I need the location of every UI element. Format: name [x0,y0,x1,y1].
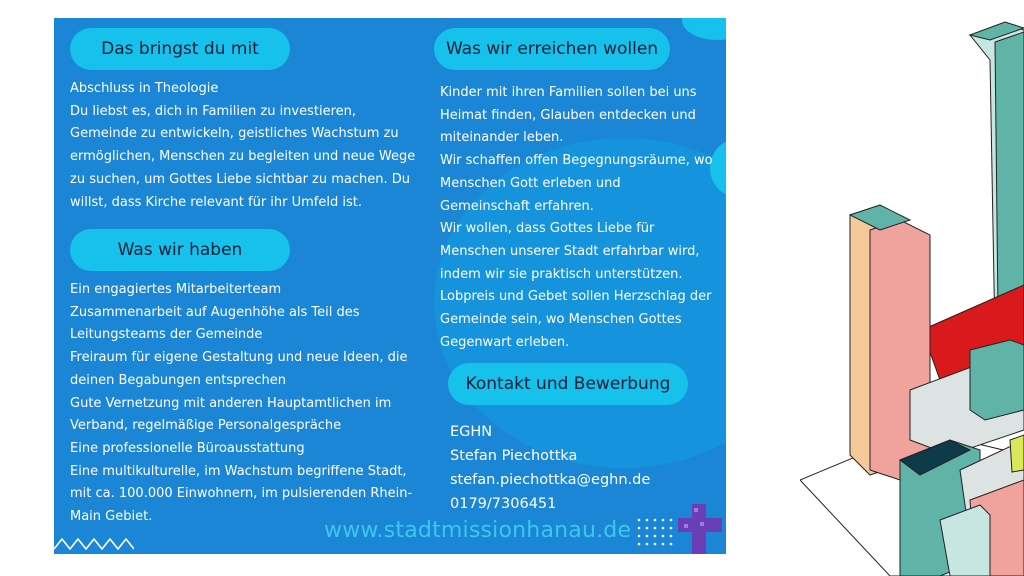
heading-kontakt-und-bewerbung: Kontakt und Bewerbung [448,363,688,405]
cross-logo-icon [678,504,722,554]
text-line: Du liebst es, dich in Familien zu investieren, [70,103,357,119]
text-line: Abschluss in Theologie [70,81,219,96]
contact-name: Stefan Piechottka [450,448,578,464]
text-line: Menschen unserer Stadt erfahrbar wird, [440,243,700,259]
text-line: Gemeinschaft erfahren. [440,198,594,214]
text-line: Main Gebiet. [70,509,153,525]
text-line: Menschen Gott erleben und [440,175,621,191]
website-link[interactable]: www.stadtmissionhanau.de [324,518,632,543]
isometric-art-illustration [800,0,1024,576]
contact-block [450,420,650,516]
flyer [54,18,726,554]
contact-org: EGHN [450,424,493,440]
zigzag-decoration-icon [54,531,134,553]
text-line: mit ca. 100.000 Einwohnern, im pulsierenden Rhein- [70,486,413,502]
text-line: miteinander leben. [440,130,564,146]
text-line: zu suchen, um Gottes Liebe sichtbar zu machen. Du [70,171,411,187]
text-line: Gemeinde zu entwickeln, geistliches Wachstum zu [70,126,399,142]
text-line: Gute Vernetzung mit anderen Hauptamtlichen im [70,395,392,411]
text-line: Heimat finden, Glauben entdecken und [440,107,696,123]
text-line: Wir wollen, dass Gottes Liebe für [440,221,655,237]
text-line: Gegenwart erleben. [440,334,570,350]
heading-was-wir-erreichen-wollen: Was wir erreichen wollen [434,28,670,70]
text-line: Eine professionelle Büroausstattung [70,440,305,456]
dot-grid-decoration-icon [636,516,680,548]
text-line: Freiraum für eigene Gestaltung und neue Ideen, die [70,350,408,366]
text-line: Eine multikulturelle, im Wachstum begriffene Stadt, [70,463,407,479]
text-line: Leitungsteams der Gemeinde [70,327,263,343]
text-line: Verband, regelmäßige Personalgespräche [70,418,342,434]
contact-email-link[interactable]: stefan.piechottka@eghn.de [450,472,651,488]
contact-phone: 0179/7306451 [450,496,557,512]
text-line: ermöglichen, Menschen zu begleiten und neue Wege [70,149,416,165]
text-line: indem wir sie praktisch unterstützen. [440,266,683,282]
text-line: Wir schaffen offen Begegnungsräume, wo [440,153,713,169]
text-line: Gemeinde sein, wo Menschen Gottes [440,312,682,328]
heading-was-wir-haben: Was wir haben [70,229,290,271]
text-line: Kinder mit ihren Familien sollen bei uns [440,85,697,100]
text-line: deinen Begabungen entsprechen [70,372,286,388]
have-text-block [70,279,412,529]
text-line: Lobpreis und Gebet sollen Herzschlag der [440,289,712,305]
text-line: Zusammenarbeit auf Augenhöhe als Teil des [70,304,360,320]
goals-text-block [440,82,713,354]
corner-shape-top [682,18,726,40]
text-line: willst, dass Kirche relevant für ihr Umfeld ist. [70,194,362,210]
bring-text-block [70,78,415,214]
heading-das-bringst-du-mit: Das bringst du mit [70,28,290,70]
text-line: Ein engagiertes Mitarbeiterteam [70,282,282,297]
